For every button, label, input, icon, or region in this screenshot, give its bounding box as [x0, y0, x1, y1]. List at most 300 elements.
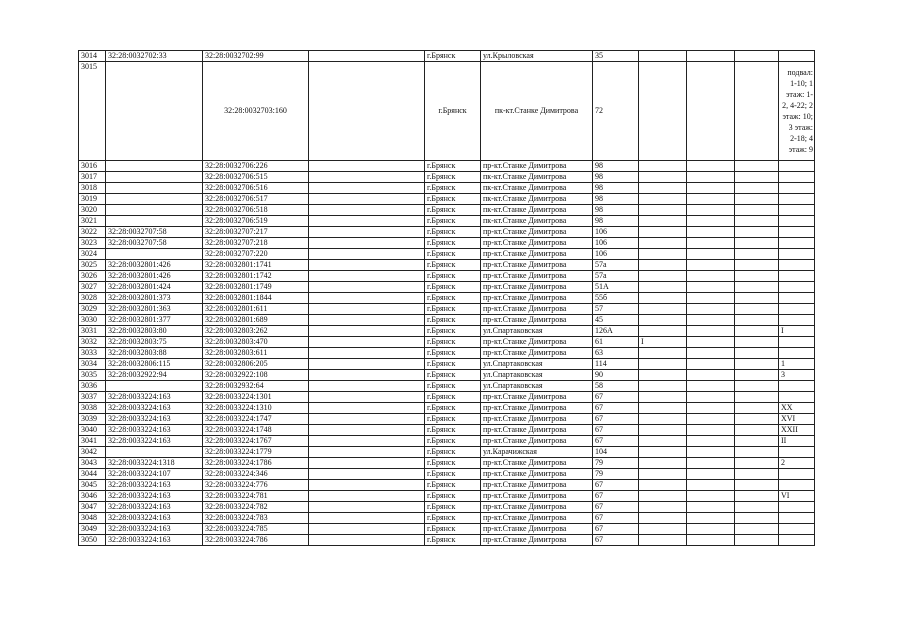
street-cell: пр-кт.Станке Димитрова: [481, 469, 593, 480]
extra-cell: [639, 381, 687, 392]
empty-cell: [687, 161, 735, 172]
city-cell: г.Брянск: [425, 293, 481, 304]
empty-cell: [309, 183, 425, 194]
extra-cell: I: [639, 337, 687, 348]
land-cadastral-cell: [106, 381, 203, 392]
house-cell: 67: [593, 491, 639, 502]
table-row: [79, 491, 815, 502]
house-cell: 67: [593, 425, 639, 436]
extra-cell: [639, 535, 687, 546]
house-cell: 98: [593, 194, 639, 205]
extra-cell: [639, 293, 687, 304]
row-number-cell: 3032: [79, 337, 106, 348]
street-cell: ул.Спартаковская: [481, 381, 593, 392]
city-cell: г.Брянск: [425, 51, 481, 62]
city-cell: г.Брянск: [425, 172, 481, 183]
street-cell: пк-кт.Станке Димитрова: [481, 62, 593, 161]
house-cell: 67: [593, 502, 639, 513]
street-cell: пр-кт.Станке Димитрова: [481, 227, 593, 238]
house-cell: 79: [593, 469, 639, 480]
city-cell: г.Брянск: [425, 458, 481, 469]
row-number-cell: 3033: [79, 348, 106, 359]
row-number-cell: 3040: [79, 425, 106, 436]
table-row: [79, 315, 815, 326]
extra-cell: [639, 359, 687, 370]
row-number-cell: 3022: [79, 227, 106, 238]
empty-cell: [687, 216, 735, 227]
empty-cell: [735, 227, 779, 238]
object-cadastral-cell: 32:28:0032707:217: [203, 227, 309, 238]
table-row: [79, 194, 815, 205]
table-row: [79, 458, 815, 469]
premises-cell: II: [779, 436, 815, 447]
table-row: [79, 271, 815, 282]
object-cadastral-cell: 32:28:0032803:611: [203, 348, 309, 359]
table-row: [79, 513, 815, 524]
land-cadastral-cell: 32:28:0032702:33: [106, 51, 203, 62]
empty-cell: [735, 425, 779, 436]
empty-cell: [735, 205, 779, 216]
city-cell: г.Брянск: [425, 447, 481, 458]
empty-cell: [309, 403, 425, 414]
city-cell: г.Брянск: [425, 183, 481, 194]
city-cell: г.Брянск: [425, 62, 481, 161]
empty-cell: [687, 315, 735, 326]
premises-cell: 1: [779, 359, 815, 370]
table-row: [79, 524, 815, 535]
empty-cell: [309, 480, 425, 491]
city-cell: г.Брянск: [425, 249, 481, 260]
extra-cell: [639, 216, 687, 227]
empty-cell: [687, 293, 735, 304]
table-row: [79, 535, 815, 546]
house-cell: 67: [593, 436, 639, 447]
empty-cell: [309, 293, 425, 304]
street-cell: пр-кт.Станке Димитрова: [481, 491, 593, 502]
premises-cell: [779, 238, 815, 249]
house-cell: 98: [593, 161, 639, 172]
empty-cell: [687, 469, 735, 480]
empty-cell: [735, 51, 779, 62]
empty-cell: [735, 249, 779, 260]
city-cell: г.Брянск: [425, 205, 481, 216]
empty-cell: [735, 194, 779, 205]
table-row: [79, 172, 815, 183]
object-cadastral-cell: 32:28:0033224:1747: [203, 414, 309, 425]
house-cell: 55б: [593, 293, 639, 304]
empty-cell: [735, 392, 779, 403]
empty-cell: [687, 238, 735, 249]
street-cell: пр-кт.Станке Димитрова: [481, 403, 593, 414]
street-cell: пр-кт.Станке Димитрова: [481, 535, 593, 546]
row-number-cell: 3021: [79, 216, 106, 227]
extra-cell: [639, 62, 687, 161]
street-cell: пк-кт.Станке Димитрова: [481, 172, 593, 183]
empty-cell: [687, 271, 735, 282]
house-cell: 67: [593, 524, 639, 535]
table-row: [79, 502, 815, 513]
object-cadastral-cell: 32:28:0033224:785: [203, 524, 309, 535]
empty-cell: [687, 436, 735, 447]
empty-cell: [735, 414, 779, 425]
premises-cell: 2: [779, 458, 815, 469]
row-number-cell: 3016: [79, 161, 106, 172]
empty-cell: [687, 172, 735, 183]
empty-cell: [309, 370, 425, 381]
house-cell: 72: [593, 62, 639, 161]
object-cadastral-cell: 32:28:0033224:782: [203, 502, 309, 513]
house-cell: 98: [593, 216, 639, 227]
row-number-cell: 3028: [79, 293, 106, 304]
empty-cell: [309, 315, 425, 326]
row-number-cell: 3050: [79, 535, 106, 546]
extra-cell: [639, 271, 687, 282]
table-row: [79, 392, 815, 403]
premises-cell: [779, 271, 815, 282]
object-cadastral-cell: 32:28:0033224:786: [203, 535, 309, 546]
table-row: [79, 205, 815, 216]
city-cell: г.Брянск: [425, 436, 481, 447]
street-cell: ул.Спартаковская: [481, 326, 593, 337]
empty-cell: [309, 436, 425, 447]
empty-cell: [735, 216, 779, 227]
premises-cell: [779, 227, 815, 238]
city-cell: г.Брянск: [425, 282, 481, 293]
row-number-cell: 3043: [79, 458, 106, 469]
empty-cell: [687, 183, 735, 194]
empty-cell: [309, 260, 425, 271]
empty-cell: [309, 249, 425, 260]
extra-cell: [639, 458, 687, 469]
empty-cell: [735, 337, 779, 348]
row-number-cell: 3014: [79, 51, 106, 62]
land-cadastral-cell: 32:28:0032801:363: [106, 304, 203, 315]
table-row: [79, 337, 815, 348]
empty-cell: [687, 194, 735, 205]
house-cell: 106: [593, 227, 639, 238]
row-number-cell: 3018: [79, 183, 106, 194]
land-cadastral-cell: 32:28:0033224:163: [106, 491, 203, 502]
premises-cell: [779, 513, 815, 524]
city-cell: г.Брянск: [425, 381, 481, 392]
object-cadastral-cell: 32:28:0032801:689: [203, 315, 309, 326]
row-number-cell: 3030: [79, 315, 106, 326]
table-row: [79, 480, 815, 491]
empty-cell: [735, 458, 779, 469]
house-cell: 79: [593, 458, 639, 469]
object-cadastral-cell: 32:28:0033224:783: [203, 513, 309, 524]
row-number-cell: 3044: [79, 469, 106, 480]
premises-cell: [779, 260, 815, 271]
house-cell: 98: [593, 172, 639, 183]
empty-cell: [687, 51, 735, 62]
land-cadastral-cell: [106, 216, 203, 227]
extra-cell: [639, 425, 687, 436]
empty-cell: [309, 216, 425, 227]
land-cadastral-cell: [106, 194, 203, 205]
extra-cell: [639, 260, 687, 271]
land-cadastral-cell: 32:28:0032803:80: [106, 326, 203, 337]
row-number-cell: 3027: [79, 282, 106, 293]
object-cadastral-cell: 32:28:0032803:262: [203, 326, 309, 337]
street-cell: пк-кт.Станке Димитрова: [481, 194, 593, 205]
street-cell: пр-кт.Станке Димитрова: [481, 414, 593, 425]
premises-cell: [779, 216, 815, 227]
premises-cell: [779, 205, 815, 216]
empty-cell: [687, 326, 735, 337]
empty-cell: [309, 205, 425, 216]
table-row: [79, 304, 815, 315]
premises-cell: [779, 469, 815, 480]
land-cadastral-cell: 32:28:0033224:163: [106, 524, 203, 535]
premises-cell: XVI: [779, 414, 815, 425]
premises-cell: [779, 304, 815, 315]
empty-cell: [687, 447, 735, 458]
row-number-cell: 3045: [79, 480, 106, 491]
house-cell: 126А: [593, 326, 639, 337]
table-row: [79, 183, 815, 194]
extra-cell: [639, 304, 687, 315]
empty-cell: [687, 304, 735, 315]
house-cell: 67: [593, 392, 639, 403]
row-number-cell: 3017: [79, 172, 106, 183]
house-cell: 104: [593, 447, 639, 458]
object-cadastral-cell: 32:28:0032801:1741: [203, 260, 309, 271]
empty-cell: [309, 161, 425, 172]
object-cadastral-cell: 32:28:0033224:1779: [203, 447, 309, 458]
empty-cell: [309, 513, 425, 524]
empty-cell: [687, 403, 735, 414]
extra-cell: [639, 524, 687, 535]
street-cell: пр-кт.Станке Димитрова: [481, 260, 593, 271]
row-number-cell: 3039: [79, 414, 106, 425]
street-cell: пр-кт.Станке Димитрова: [481, 161, 593, 172]
object-cadastral-cell: 32:28:0032801:1742: [203, 271, 309, 282]
city-cell: г.Брянск: [425, 260, 481, 271]
empty-cell: [735, 326, 779, 337]
premises-cell: [779, 172, 815, 183]
extra-cell: [639, 205, 687, 216]
empty-cell: [687, 480, 735, 491]
premises-cell: [779, 161, 815, 172]
extra-cell: [639, 249, 687, 260]
empty-cell: [687, 513, 735, 524]
extra-cell: [639, 282, 687, 293]
street-cell: пр-кт.Станке Димитрова: [481, 282, 593, 293]
city-cell: г.Брянск: [425, 194, 481, 205]
street-cell: пр-кт.Станке Димитрова: [481, 315, 593, 326]
city-cell: г.Брянск: [425, 227, 481, 238]
object-cadastral-cell: 32:28:0032801:1844: [203, 293, 309, 304]
empty-cell: [687, 260, 735, 271]
empty-cell: [735, 447, 779, 458]
house-cell: 35: [593, 51, 639, 62]
street-cell: пр-кт.Станке Димитрова: [481, 480, 593, 491]
street-cell: пр-кт.Станке Димитрова: [481, 502, 593, 513]
extra-cell: [639, 513, 687, 524]
street-cell: пр-кт.Станке Димитрова: [481, 249, 593, 260]
empty-cell: [309, 51, 425, 62]
empty-cell: [687, 249, 735, 260]
object-cadastral-cell: 32:28:0032706:226: [203, 161, 309, 172]
land-cadastral-cell: 32:28:0033224:163: [106, 436, 203, 447]
extra-cell: [639, 447, 687, 458]
city-cell: г.Брянск: [425, 480, 481, 491]
empty-cell: [687, 414, 735, 425]
premises-cell: [779, 502, 815, 513]
object-cadastral-cell: 32:28:0033224:1301: [203, 392, 309, 403]
object-cadastral-cell: 32:28:0032806:205: [203, 359, 309, 370]
street-cell: пр-кт.Станке Димитрова: [481, 337, 593, 348]
empty-cell: [687, 381, 735, 392]
empty-cell: [309, 392, 425, 403]
extra-cell: [639, 370, 687, 381]
street-cell: пк-кт.Станке Димитрова: [481, 183, 593, 194]
city-cell: г.Брянск: [425, 403, 481, 414]
empty-cell: [735, 524, 779, 535]
land-cadastral-cell: 32:28:0032803:75: [106, 337, 203, 348]
empty-cell: [735, 436, 779, 447]
city-cell: г.Брянск: [425, 491, 481, 502]
row-number-cell: 3047: [79, 502, 106, 513]
premises-cell: VI: [779, 491, 815, 502]
empty-cell: [687, 425, 735, 436]
empty-cell: [735, 238, 779, 249]
object-cadastral-cell: 32:28:0032801:611: [203, 304, 309, 315]
row-number-cell: 3015: [79, 62, 106, 161]
object-cadastral-cell: 32:28:0033224:781: [203, 491, 309, 502]
table-row: [79, 381, 815, 392]
row-number-cell: 3026: [79, 271, 106, 282]
empty-cell: [735, 282, 779, 293]
empty-cell: [687, 392, 735, 403]
extra-cell: [639, 491, 687, 502]
premises-cell: [779, 51, 815, 62]
city-cell: г.Брянск: [425, 348, 481, 359]
row-number-cell: 3034: [79, 359, 106, 370]
row-number-cell: 3024: [79, 249, 106, 260]
street-cell: ул.Спартаковская: [481, 370, 593, 381]
object-cadastral-cell: 32:28:0032706:516: [203, 183, 309, 194]
land-cadastral-cell: [106, 161, 203, 172]
land-cadastral-cell: [106, 249, 203, 260]
table-row: [79, 403, 815, 414]
street-cell: пр-кт.Станке Димитрова: [481, 271, 593, 282]
table-row: [79, 161, 815, 172]
land-cadastral-cell: 32:28:0033224:1318: [106, 458, 203, 469]
house-cell: 67: [593, 513, 639, 524]
empty-cell: [309, 194, 425, 205]
empty-cell: [687, 458, 735, 469]
extra-cell: [639, 392, 687, 403]
premises-cell: [779, 524, 815, 535]
extra-cell: [639, 469, 687, 480]
empty-cell: [309, 304, 425, 315]
empty-cell: [735, 271, 779, 282]
table-row: [79, 216, 815, 227]
empty-cell: [309, 227, 425, 238]
street-cell: ул.Карачижская: [481, 447, 593, 458]
premises-cell: [779, 249, 815, 260]
land-cadastral-cell: [106, 205, 203, 216]
city-cell: г.Брянск: [425, 359, 481, 370]
row-number-cell: 3023: [79, 238, 106, 249]
land-cadastral-cell: 32:28:0033224:163: [106, 502, 203, 513]
object-cadastral-cell: 32:28:0033224:1786: [203, 458, 309, 469]
registry-sheet: [78, 50, 815, 546]
land-cadastral-cell: 32:28:0032801:426: [106, 260, 203, 271]
street-cell: пр-кт.Станке Димитрова: [481, 425, 593, 436]
object-cadastral-cell: 32:28:0032932:64: [203, 381, 309, 392]
land-cadastral-cell: 32:28:0033224:163: [106, 425, 203, 436]
city-cell: г.Брянск: [425, 304, 481, 315]
object-cadastral-cell: 32:28:0033224:346: [203, 469, 309, 480]
city-cell: г.Брянск: [425, 535, 481, 546]
empty-cell: [309, 62, 425, 161]
city-cell: г.Брянск: [425, 392, 481, 403]
table-row: [79, 51, 815, 62]
street-cell: пр-кт.Станке Димитрова: [481, 238, 593, 249]
premises-cell: [779, 348, 815, 359]
house-cell: 106: [593, 249, 639, 260]
house-cell: 106: [593, 238, 639, 249]
empty-cell: [735, 260, 779, 271]
house-cell: 57а: [593, 271, 639, 282]
street-cell: пр-кт.Станке Димитрова: [481, 304, 593, 315]
empty-cell: [309, 337, 425, 348]
empty-cell: [687, 370, 735, 381]
empty-cell: [687, 205, 735, 216]
premises-cell: [779, 381, 815, 392]
table-row: [79, 425, 815, 436]
row-number-cell: 3042: [79, 447, 106, 458]
object-cadastral-cell: 32:28:0032706:517: [203, 194, 309, 205]
empty-cell: [735, 348, 779, 359]
row-number-cell: 3049: [79, 524, 106, 535]
extra-cell: [639, 51, 687, 62]
row-number-cell: 3020: [79, 205, 106, 216]
object-cadastral-cell: 32:28:0033224:1310: [203, 403, 309, 414]
land-cadastral-cell: [106, 62, 203, 161]
extra-cell: [639, 172, 687, 183]
empty-cell: [687, 282, 735, 293]
extra-cell: [639, 238, 687, 249]
city-cell: г.Брянск: [425, 161, 481, 172]
object-cadastral-cell: 32:28:0032706:518: [203, 205, 309, 216]
land-cadastral-cell: 32:28:0033224:163: [106, 392, 203, 403]
street-cell: ул.Спартаковская: [481, 359, 593, 370]
empty-cell: [735, 161, 779, 172]
object-cadastral-cell: 32:28:0032706:519: [203, 216, 309, 227]
row-number-cell: 3035: [79, 370, 106, 381]
table-row: [79, 260, 815, 271]
table-body: [79, 51, 815, 546]
table-row: [79, 62, 815, 161]
empty-cell: [309, 535, 425, 546]
empty-cell: [309, 414, 425, 425]
extra-cell: [639, 326, 687, 337]
empty-cell: [735, 304, 779, 315]
empty-cell: [309, 381, 425, 392]
empty-cell: [687, 491, 735, 502]
premises-cell: [779, 282, 815, 293]
empty-cell: [309, 469, 425, 480]
empty-cell: [735, 491, 779, 502]
object-cadastral-cell: 32:28:0033224:1748: [203, 425, 309, 436]
street-cell: пр-кт.Станке Димитрова: [481, 524, 593, 535]
street-cell: пк-кт.Станке Димитрова: [481, 205, 593, 216]
street-cell: пр-кт.Станке Димитрова: [481, 293, 593, 304]
